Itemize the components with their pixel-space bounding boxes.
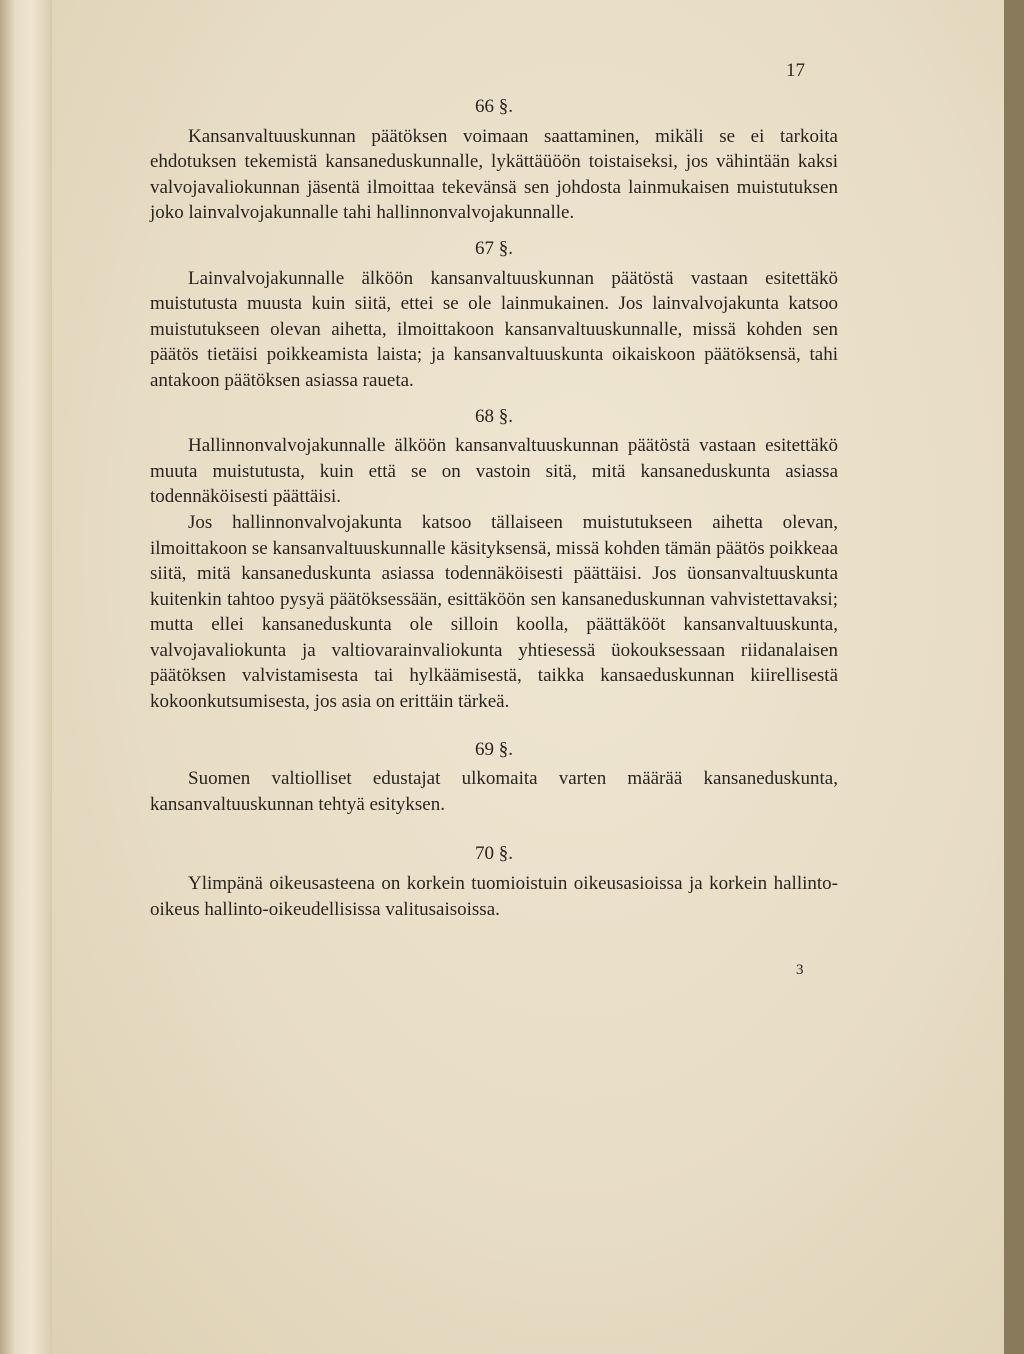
section-66-paragraph: Kansanvaltuuskunnan päätöksen voimaan saattaminen, mikäli se ei tarkoita ehdotuksen tekemistä kansaneduskunnalle, lykättäüöön toistaiseksi, jos vähintään kaksi valvojavaliokunnan jäsentä ilmoittaa tekevänsä sen johdosta lainmukaisen muistutuksen joko lainvalvojakunnalle tahi hallinnonvalvojakunnalle. xyxy=(150,125,838,224)
section-68-paragraph-1: Hallinnonvalvojakunnalle älköön kansanvaltuuskunnan päätöstä vastaan esitettäkö muuta muistutusta, kuin että se on vastoin sitä, mitä kansaneduskunta asiassa todennäköisesti päättäisi. xyxy=(150,435,838,508)
section-heading-66: 66 §. xyxy=(475,96,513,117)
scan-background xyxy=(1004,0,1024,1354)
section-68-paragraph-2: Jos hallinnonvalvojakunta katsoo tällaiseen muistutukseen aihetta olevan, ilmoittakoon se kansanvaltuuskunnalle käsityksensä, missä kohden tämän päätös poikkeaa siitä, mitä kansaneduskunta asiassa todennäköisesti päättäisi. Jos üonsanvaltuuskunta kuitenkin tahtoo pysyä päätöksessään, esittäköön sen kansaneduskunnan vahvistettavaksi; mutta ellei kansaneduskunta ole silloin koolla, päättäkööt kansanvaltuuskunta, valvojavaliokunta ja valtiovarainvaliokunta yhtiesessä üokouksessaan riidanalaisen päätöksen valvistamisesta tai hylkäämisestä, taikka kansaeduskunnan kiirellisestä kokoonkutsumisesta, jos asia on erittäin tärkeä. xyxy=(150,511,838,713)
page-binding-edge xyxy=(0,0,53,1354)
section-67-paragraph: Lainvalvojakunnalle älköön kansanvaltuuskunnan päätöstä vastaan esitettäkö muistutusta muusta kuin siitä, ettei se ole lainmukainen. Jos lainvalvojakunta katsoo muistutukseen olevan aihetta, ilmoittakoon kansanvaltuuskunnalle, missä kohden sen päätös tietäisi poikkeamista laista; ja kansanvaltuuskunta oikaiskoon päätöksensä, tahi antakoon päätöksen asiassa raueta. xyxy=(150,267,838,391)
document-body xyxy=(150,94,838,922)
section-69-paragraph: Suomen valtiolliset edustajat ulkomaita varten määrää kansaneduskunta, kansanvaltuuskunnan tehtyä esityksen. xyxy=(150,768,838,815)
section-70-paragraph: Ylimpänä oikeusasteena on korkein tuomioistuin oikeusasioissa ja korkein hallinto-oikeus hallinto-oikeudellisissa valitusaisoissa. xyxy=(150,873,838,920)
section-heading-70: 70 §. xyxy=(475,843,513,865)
signature-mark: 3 xyxy=(796,962,804,978)
section-heading-67: 67 §. xyxy=(475,237,513,259)
section-heading-69: 69 §. xyxy=(475,738,513,760)
section-heading-68: 68 §. xyxy=(475,405,513,427)
page-number: 17 xyxy=(786,60,805,81)
